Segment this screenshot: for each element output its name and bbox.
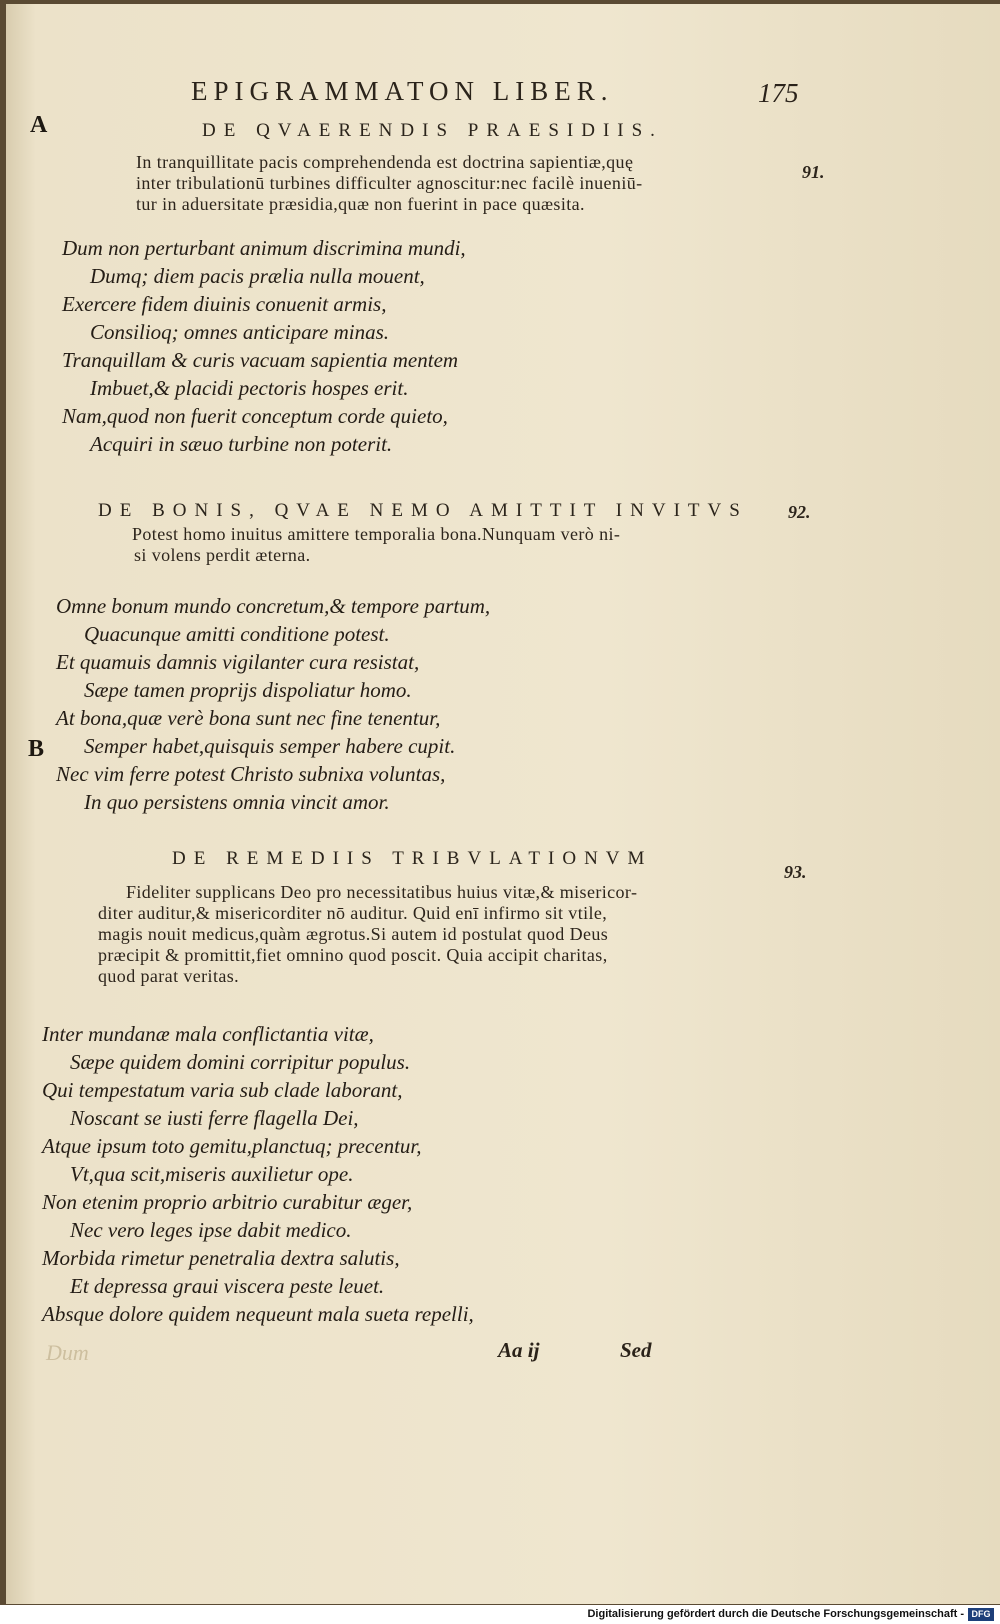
prose-line: si volens perdit æterna. (134, 545, 311, 565)
verse-line: In quo persistens omnia vincit amor. (84, 790, 390, 814)
bleed-through-text: Dum (46, 1340, 89, 1365)
verse-line: Quacunque amitti conditione potest. (84, 622, 390, 646)
book-page (6, 4, 1000, 1604)
verse-line: Noscant se iusti ferre flagella Dei, (70, 1106, 359, 1130)
section-prose-1 (136, 152, 643, 215)
verse-line: Morbida rimetur penetralia dextra salutis, (42, 1246, 400, 1270)
page-number: 175 (758, 78, 799, 108)
margin-letter-b: B (28, 736, 45, 762)
section-verse-3 (42, 1020, 474, 1328)
signature-mark: Aa ij (498, 1338, 540, 1362)
prose-line: Fideliter supplicans Deo pro necessitatibus huius vitæ,& misericor- (126, 882, 638, 902)
section-verse-2 (56, 592, 490, 816)
prose-line: In tranquillitate pacis comprehendenda est doctrina sapientiæ,quę (136, 152, 634, 172)
epigram-number-92: 92. (788, 502, 811, 522)
prose-line: magis nouit medicus,quàm ægrotus.Si autem id postulat quod Deus (98, 924, 609, 944)
verse-line: Semper habet,quisquis semper habere cupit. (84, 734, 456, 758)
prose-line: Potest homo inuitus amittere temporalia bona.Nunquam verò ni- (132, 524, 621, 544)
verse-line: Non etenim proprio arbitrio curabitur æger, (42, 1190, 413, 1214)
section-prose-2 (132, 524, 620, 566)
section-verse-1 (62, 234, 466, 458)
footer-bar (0, 1605, 1000, 1624)
verse-line: Vt,qua scit,miseris auxilietur ope. (70, 1162, 354, 1186)
verse-line: Sæpe quidem domini corripitur populus. (70, 1050, 411, 1074)
verse-line: Absque dolore quidem nequeunt mala sueta repelli, (42, 1302, 474, 1326)
verse-line: Et quamuis damnis vigilanter cura resistat, (56, 650, 420, 674)
funding-credit: Digitalisierung gefördert durch die Deutsche Forschungsgemeinschaft - (587, 1608, 964, 1620)
verse-line: Imbuet,& placidi pectoris hospes erit. (90, 376, 409, 400)
running-head: EPIGRAMMATON LIBER. (191, 76, 614, 106)
verse-line: Consilioq; omnes anticipare minas. (90, 320, 390, 344)
verse-line: Exercere fidem diuinis conuenit armis, (62, 292, 387, 316)
prose-line: tur in aduersitate præsidia,quæ non fuerint in pace quæsita. (136, 194, 585, 214)
verse-line: Inter mundanæ mala conflictantia vitæ, (42, 1022, 374, 1046)
section-prose-3 (98, 882, 637, 987)
verse-line: Dum non perturbant animum discrimina mundi, (62, 236, 466, 260)
section-title-2: DE BONIS, QVAE NEMO AMITTIT INVITVS (98, 500, 748, 521)
verse-line: Tranquillam & curis vacuam sapientia mentem (62, 348, 459, 372)
section-title-3: DE REMEDIIS TRIBVLATIONVM (172, 848, 653, 869)
verse-line: Nec vero leges ipse dabit medico. (70, 1218, 352, 1242)
catchword: Sed (620, 1338, 652, 1362)
section-title-1: DE QVAERENDIS PRAESIDIIS. (202, 120, 663, 141)
verse-line: Et depressa graui viscera peste leuet. (70, 1274, 385, 1298)
verse-line: Acquiri in sæuo turbine non poterit. (90, 432, 393, 456)
verse-line: Nec vim ferre potest Christo subnixa voluntas, (56, 762, 446, 786)
verse-line: Atque ipsum toto gemitu,planctuq; precentur, (42, 1134, 422, 1158)
verse-line: Qui tempestatum varia sub clade laborant, (42, 1078, 403, 1102)
verse-line: At bona,quæ verè bona sunt nec fine tenentur, (56, 706, 441, 730)
verse-line: Dumq; diem pacis prælia nulla mouent, (90, 264, 425, 288)
epigram-number-93: 93. (784, 862, 807, 882)
prose-line: præcipit & promittit,fiet omnino quod poscit. Quia accipit charitas, (98, 945, 608, 965)
verse-line: Omne bonum mundo concretum,& tempore partum, (56, 594, 491, 618)
verse-line: Sæpe tamen proprijs dispoliatur homo. (84, 678, 412, 702)
prose-line: quod parat veritas. (98, 966, 240, 986)
verse-line: Nam,quod non fuerit conceptum corde quieto, (62, 404, 448, 428)
epigram-number-91: 91. (802, 162, 825, 182)
margin-letter-a: A (30, 112, 48, 138)
prose-line: diter auditur,& misericorditer nō auditur. Quid enī infirmo sit vtile, (98, 903, 608, 923)
dfg-logo-icon: DFG (968, 1608, 994, 1621)
prose-line: inter tribulationū turbines difficulter agnoscitur:nec facilè inueniū- (136, 173, 643, 193)
